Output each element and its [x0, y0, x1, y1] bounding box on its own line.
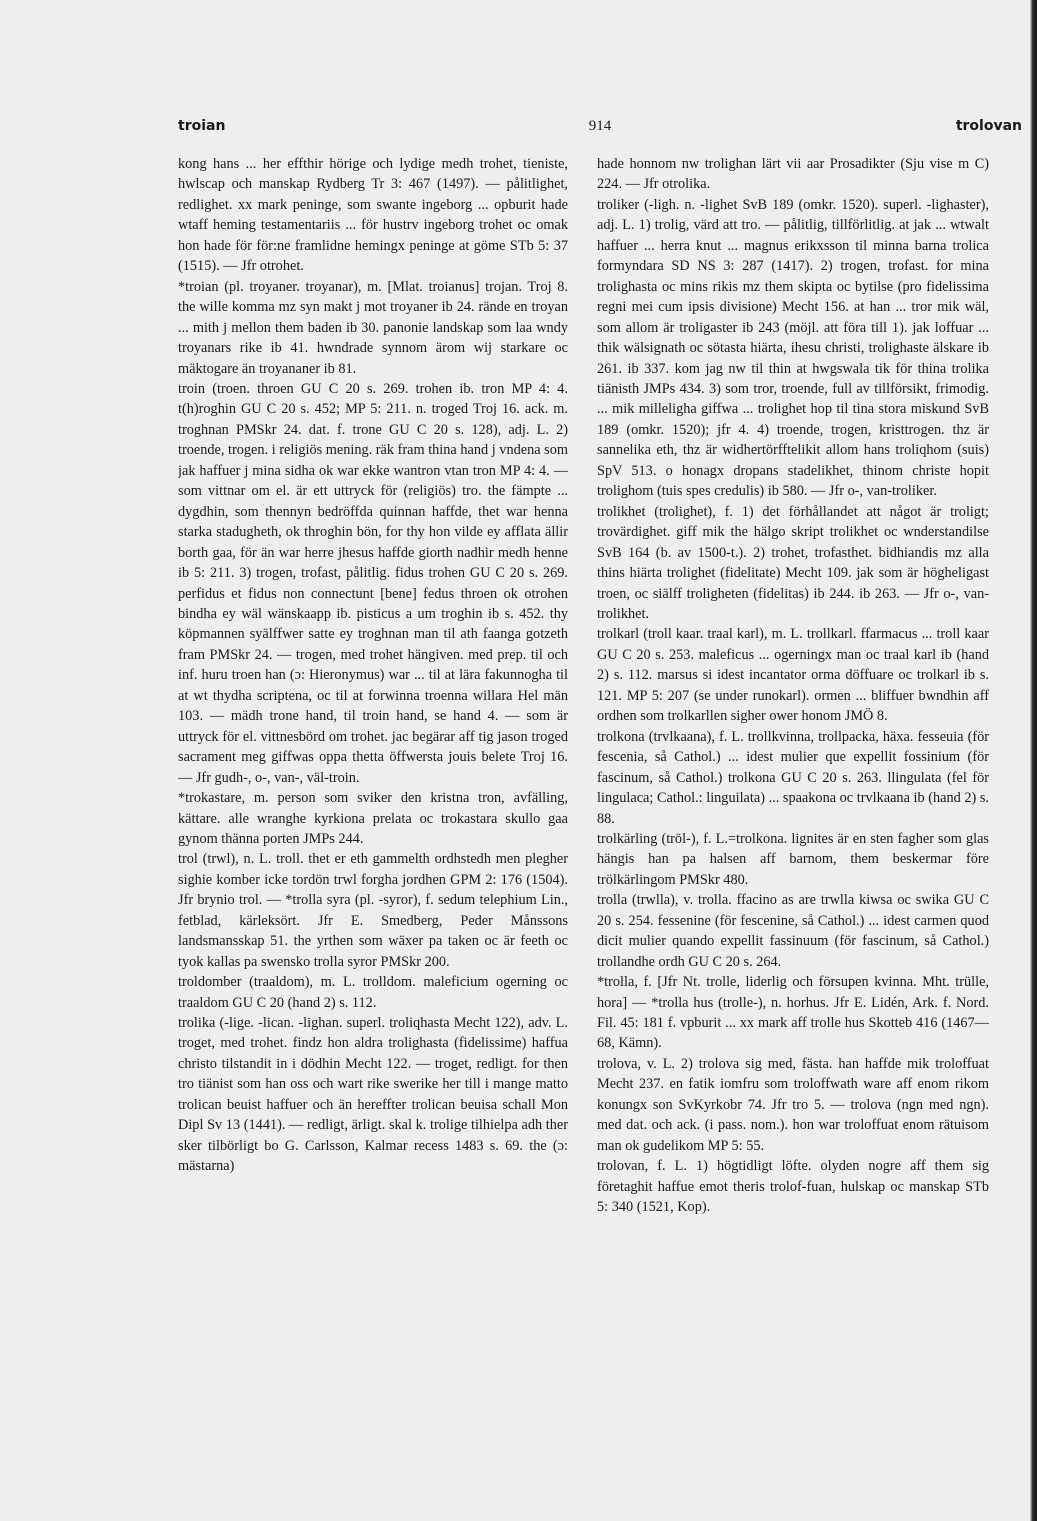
entry-trolkarl: trolkarl (troll kaar. traal karl), m. L. trollkarl. ffarmacus ... troll kaar GU C 20 s. 253. maleficus ... ogerningx man oc traal karl ib (hand 2) s. 112. marsus si idest incantator orma döffuare oc trolkarl ib s. 121. MP 5: 207 (se under runokarl). ormen ... bliffuer bwndhin aff ordhen som trolkarllen sigher ower honom JMÖ 8. — [597, 626, 989, 725]
entry-troin: troin (troen. throen GU C 20 s. 269. trohen ib. tron MP 4: 4. t(h)roghin GU C 20 s. 452; MP 5: 211. n. troged Troj 16. ack. m. troghnan PMSkr 24. dat. f. trone GU C 20 s. 128), adj. L. 2) troende, trogen. i religiös mening. räk fram thina hand j vndena som jak haffuer j mina sidha ok war ekke wantron vtan tron MP 4: 4. — som vittnar om el. är ett uttryck för (religiös) tro. the fämpte ... dygdhin, som thennyn bedröffda quinnan haffde, thet war henna starka stadugheth, ok throghin bön, for thy hon vilde ey afflata ällir borth gaa, för än war herre jhesus haffde giorth nadhir medh henne ib 5: 211. 3) trogen, trofast, pålitlig. fidus trohen GU C 20 s. 269. perfidus et fidus non connectunt [bene] fedus throen ok otrohen bindha ey wäl wänskaapp ib. pisticus a um troghin ib s. 452. thy köpmannen syälffwer satte ey troghnan man til ath faanga gotzeth fram PMSkr 24. — trogen, med trohet hängiven. med prep. til och inf. huru troen han (ɔ: Hieronymus) war ... til at lära fakunnogha til at wt thydha scriptena, oc til at forwinna troenna willara Hel män 103. — mädh trone hand, til troin hand, se hand 4. — som är uttryck för el. vittnesbörd om trohet. jac begärar aff tig jason troged sacrament meg giffwas oppa thetta öffwersta jouis belete Troj 16. — Jfr gudh-, o-, van-, väl-troin. — [178, 380, 568, 786]
entry-trokastare: *trokastare, m. person som sviker den kristna tron, avfälling, kättare. alle wranghe kyrkiona prelata oc trokastara skullo gaa gynom thänna porten JMPs 244. — [178, 790, 568, 847]
page-number: 914 — [588, 118, 612, 134]
right-column — [597, 154, 989, 1364]
entry-trolla-verb: trolla (trwlla), v. trolla. ffacino as are trwlla kiwsa oc swika GU C 20 s. 254. fessenine (för fescenine, så Cathol.) ... idest carmen quod dicit mulier quando expellit fassinuum (för fascinum, så Cathol.) trollandhe ordh GU C 20 s. 264. — [597, 892, 989, 970]
entry-troliker: troliker (-ligh. n. -lighet SvB 189 (omkr. 1520). superl. -lighaster), adj. L. 1) trolig, värd att tro. — pålitlig, tillförlitlig. at jak ... wtwalt haffuer ... herra knut ... magnus erikxsson til minna barna trolica formyndara SD NS 3: 287 (1417). 2) trogen, trofast. for mina trolighasta oc mins rikis mz them skipta oc bytilse (pro fidelissima regni mei cum ipsis divisione) Mecht 156. at han ... tror mik wäl, som allom är troligaster ib 243 (möjl. att föra till 1). jak loffuar ... thik wälsignath oc sötasta hiärta, ihesu christi, trolighaste älskare ib 261. ib 337. kom jag nw til thin at hwgswala tik för thina trolika tiänisth JMPs 434. 3) som tror, troende, full av tillförsikt, frimodig. ... mik milleligha giffwa ... trolighet hop til tina stora miskund SvB 189 (omkr. 1520); jfr 4. 4) troende, trogen, kristtrogen. thz är sannelika eth, thz är widhertörfftelikit allom hans troliqhom (suis) SpV 513. o honagx dropans stadelikhet, thinom christe hopit trolighom (tuis spes credulis) ib 580. — Jfr o-, van-troliker. — [597, 196, 989, 500]
entry-troldomber: troldomber (traaldom), m. L. trolldom. maleficium ogerning oc traaldom GU C 20 (hand 2) s. 112. — [178, 974, 568, 1011]
entry-trolla-noun: *trolla, f. [Jfr Nt. trolle, liderlig och försupen kvinna. Mht. trülle, hora] — *trolla hus (trolle-), n. horhus. Jfr E. Lidén, Ark. f. Nord. Fil. 45: 181 f. vpburit ... xx mark aff trolle hus Skotteb 416 (1467—68, Kämn). — [597, 974, 989, 1052]
entry-troian: *troian (pl. troyaner. troyanar), m. [Mlat. troianus] trojan. Troj 8. the wille komma mz syn makt j mot troyaner ib 24. rände en troyan ... mith j mellon them baden ib 30. panonie landskap som laa wndy troyanars rike ib 41. hwndrade synnom ärom wij starkare oc mäktogare än troyananer ib 81. — [178, 278, 568, 377]
entry-trolika: trolika (-lige. -lican. -lighan. superl. troliqhasta Mecht 122), adv. L. troget, med trohet. findz hon aldra trolighasta (fidelissime) haffua christo tilstandit in i dödhin Mecht 122. — troget, redligt. for then tro tiänist som han oss och wart rike swerike her till i mange matto trolican beuist haffuer och än hereffter trolican beuisa schall Mon Dipl Sv 13 (1441). — redligt, ärligt. skal k. trolige tilhielpa adh ther sker tilbörligt bo G. Carlsson, Kalmar recess 1483 s. 69. the (ɔ: mästarna) — [178, 1015, 568, 1175]
running-head-left: troian — [178, 118, 226, 134]
entry-paragraph: hade honnom nw trolighan lärt vii aar Prosadikter (Sju vise m C) 224. — Jfr otrolika. — [597, 156, 989, 193]
entry-trolikhet: trolikhet (trolighet), f. 1) det förhållandet att något är troligt; trovärdighet. giff mik the hälgo skript trolikhet oc wnderstandilse SvB 164 (b. av 1500-t.). 2) trohet, trofasthet. bidhiandis mz alla thins hiärta trolighet (fidelitate) Mecht 109. jak som är högheligast troen, oc siälff troligheten (fidelitas) ib 244. ib 263. — Jfr o-, van-trolikhet. — [597, 503, 989, 622]
left-column — [178, 154, 568, 1364]
scan-edge-bar — [1030, 0, 1037, 1521]
running-head-right: trolovan — [955, 118, 1022, 134]
entry-trolkarling: trolkärling (tröl-), f. L.=trolkona. lignites är en sten fagher som glas hängis han pa halsen aff barnom, them beskermar före trölkärlingom PMSkr 480. — [597, 830, 989, 888]
entry-paragraph: kong hans ... her effthir hörige och lydige medh trohet, tieniste, hwlscap och manskap Rydberg Tr 3: 467 (1497). — pålitlighet, redlighet. xx mark peninge, som swante ingeborg ... opburit hade wtaff heming testamentariis ... för hustrv ingeborg trohet oc omak hon hade för för:ne framlidne hemingx peninge at göme STb 5: 37 (1515). — Jfr otrohet. — [178, 156, 568, 275]
entry-trol: trol (trwl), n. L. troll. thet er eth gammelth ordhstedh men plegher sighie komber icke tordön trwl forgha jordhen GPM 2: 176 (1504). Jfr brynio trol. — *trolla syra (pl. -syror), f. sedum telephium Lin., fetblad, kärleksört. Jfr E. Smedberg, Peder Månssons landsmansskap 51. the yrthen som wäxer pa taken oc är feeth oc tyok kallas pa swensko trolla syror PMSkr 200. — [178, 851, 568, 970]
entry-trolova: trolova, v. L. 2) trolova sig med, fästa. han haffde mik troloffuat Mecht 237. en fatik iomfru som troloffwath ware aff enom rikom konungx son SvKyrkobr 74. Jfr tro 5. — trolova (ngn med ngn). med dat. och ack. (i pass. nom.). hon war troloffuat enom rätuisom man ok gudelikom MP 5: 55. — [597, 1055, 989, 1154]
entry-trolkona: trolkona (trvlkaana), f. L. trollkvinna, trollpacka, häxa. fesseuia (för fescenia, så Cathol.) ... idest mulier que expellit fossinium (för fascinum, så Cathol.) trolkona GU C 20 s. 263. llingulata (fel för lingulaca; Cathol.: linguilata) ... spaakona oc trvlkaana ib (hand 2) s. 88. — [597, 728, 989, 827]
entry-trolovan: trolovan, f. L. 1) högtidligt löfte. olyden nogre aff them sig företaghit haffue emot theris trolof-fuan, hulskap oc manskap STb 5: 340 (1521, Kop). — [597, 1158, 989, 1216]
page-header — [178, 118, 1022, 140]
